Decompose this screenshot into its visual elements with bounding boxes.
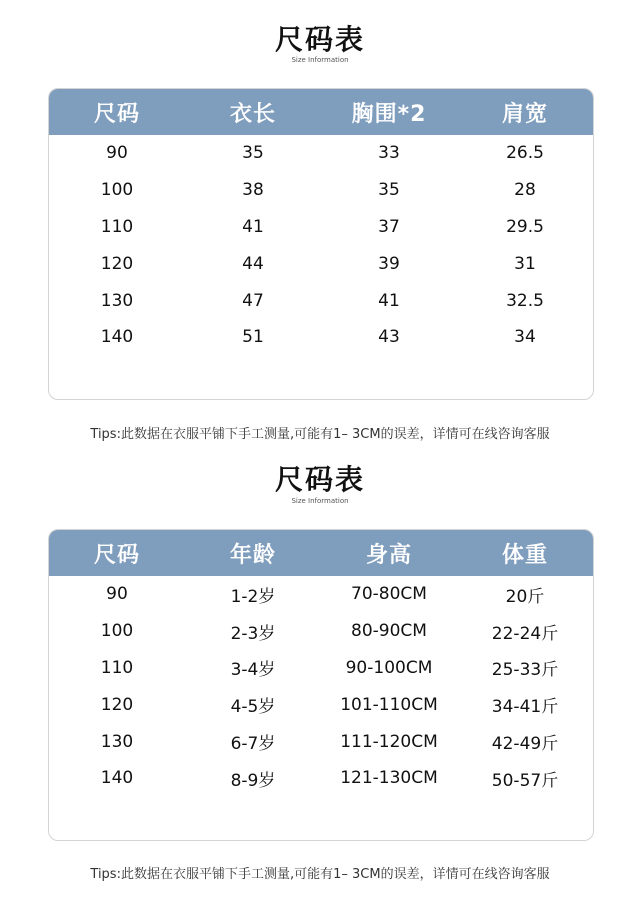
- table-row: [49, 576, 593, 613]
- table-cell: 47: [242, 290, 264, 311]
- table-cell: 6-7岁: [230, 734, 276, 755]
- table-cell: 38: [242, 180, 264, 201]
- table-cell: 70-80CM: [351, 584, 427, 605]
- header-chest: 胸围*2: [351, 101, 427, 127]
- table-cell: 130: [100, 290, 134, 311]
- table-cell: 31: [514, 253, 536, 274]
- table-cell: 140: [100, 327, 134, 348]
- table-cell: 26.5: [506, 143, 544, 164]
- table-cell: 130: [100, 731, 134, 752]
- table-row: [49, 319, 593, 356]
- table-cell: 120: [100, 694, 134, 715]
- age-height-weight-table: [48, 529, 594, 841]
- table-cell: 120: [100, 253, 134, 274]
- table-header: [49, 89, 593, 135]
- size-chart-subtitle-2: Size Information: [291, 497, 349, 505]
- table-row: [49, 209, 593, 246]
- table-cell: 121-130CM: [340, 768, 438, 789]
- table-cell: 90: [106, 143, 128, 164]
- table-cell: 44: [242, 253, 264, 274]
- table-cell: 29.5: [506, 216, 544, 237]
- table-cell: 35: [242, 143, 264, 164]
- table-row: [49, 760, 593, 797]
- garment-measurement-table: [48, 88, 594, 400]
- table-row: [49, 282, 593, 319]
- table-cell: 90-100CM: [345, 657, 433, 678]
- table-body: [49, 576, 593, 797]
- table-cell: 2-3岁: [230, 623, 276, 644]
- table-cell: 22-24斤: [491, 623, 559, 644]
- table-cell: 90: [106, 584, 128, 605]
- header-weight: 体重: [501, 542, 548, 568]
- table-cell: 100: [100, 180, 134, 201]
- header-shoulder: 肩宽: [501, 101, 548, 127]
- header-height: 身高: [365, 542, 412, 568]
- table-cell: 34: [514, 327, 536, 348]
- table-row: [49, 650, 593, 687]
- table-cell: 1-2岁: [230, 586, 276, 607]
- table-cell: 41: [378, 290, 400, 311]
- size-chart-subtitle-1: Size Information: [291, 56, 349, 64]
- table-cell: 8-9岁: [230, 770, 276, 791]
- size-chart-title-1: 尺码表: [274, 23, 365, 56]
- table-header: [49, 530, 593, 576]
- table-cell: 43: [378, 327, 400, 348]
- table-cell: 51: [242, 327, 264, 348]
- table-cell: 4-5岁: [230, 697, 276, 718]
- header-size: 尺码: [93, 542, 140, 568]
- table-cell: 111-120CM: [340, 731, 438, 752]
- table-cell: 25-33斤: [491, 660, 559, 681]
- table-cell: 50-57斤: [491, 770, 559, 791]
- header-length: 衣长: [229, 101, 276, 127]
- table-cell: 101-110CM: [340, 694, 438, 715]
- header-size: 尺码: [93, 101, 140, 127]
- table-cell: 110: [100, 657, 134, 678]
- measurement-tips-1: Tips:此数据在衣服平铺下手工测量,可能有1– 3CM的误差，详情可在线咨询客服: [90, 427, 550, 442]
- table-row: [49, 613, 593, 650]
- table-cell: 80-90CM: [351, 621, 427, 642]
- table-cell: 140: [100, 768, 134, 789]
- table-body: [49, 135, 593, 356]
- table-cell: 35: [378, 180, 400, 201]
- table-cell: 42-49斤: [491, 734, 559, 755]
- table-row: [49, 245, 593, 282]
- table-cell: 110: [100, 216, 134, 237]
- table-cell: 20斤: [505, 586, 545, 607]
- table-cell: 37: [378, 216, 400, 237]
- table-cell: 33: [378, 143, 400, 164]
- table-row: [49, 686, 593, 723]
- size-chart-title-2: 尺码表: [274, 463, 365, 496]
- table-cell: 100: [100, 621, 134, 642]
- header-age: 年龄: [229, 542, 276, 568]
- table-cell: 32.5: [506, 290, 544, 311]
- table-cell: 34-41斤: [491, 697, 559, 718]
- table-row: [49, 723, 593, 760]
- table-cell: 39: [378, 253, 400, 274]
- table-cell: 41: [242, 216, 264, 237]
- table-cell: 3-4岁: [230, 660, 276, 681]
- table-cell: 28: [514, 180, 536, 201]
- table-row: [49, 135, 593, 172]
- table-row: [49, 172, 593, 209]
- measurement-tips-2: Tips:此数据在衣服平铺下手工测量,可能有1– 3CM的误差，详情可在线咨询客服: [90, 867, 550, 882]
